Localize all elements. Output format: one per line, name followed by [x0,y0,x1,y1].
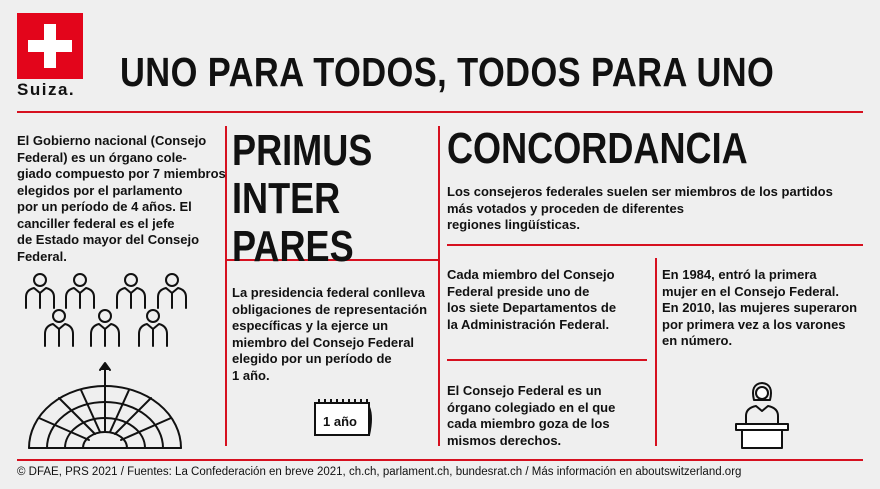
person-icon [139,310,167,346]
col3-box-a: Cada miembro del Consejo Federal preside uno de los siete Departamentos de la Administración Federal. [447,267,617,332]
col3-divider [447,244,863,246]
column-divider-2 [438,126,440,446]
swiss-flag-logo [17,13,83,79]
primus-heading: PRIMUS INTER PARES [232,126,373,271]
col3-box-b: El Consejo Federal es un órgano colegiado en el que cada miembro goza de los mismos derechos. [447,383,616,448]
concordancia-heading: CONCORDANCIA [447,124,748,173]
person-icon [26,274,54,308]
person-icon [117,274,145,308]
title-divider [17,111,863,113]
calendar-icon [313,397,373,437]
col3-box-divider [447,359,647,361]
logo-wordmark: Suiza. [17,80,76,99]
person-icon [66,274,94,308]
col3-inner-divider [655,258,657,446]
person-icon [45,310,73,346]
page-title: UNO PARA TODOS, TODOS PARA UNO [120,49,775,95]
col1-intro: El Gobierno nacional (Consejo Federal) es un órgano cole- giado compuesto por 7 miembros elegidos por el parlamento por un período de 4 años. El canciller federal es el jefe de Estado mayor del Consejo Federal. [17,133,226,264]
footer-credits: © DFAE, PRS 2021 / Fuentes: La Confederación en breve 2021, ch.ch, parlament.ch, bundesrat.ch / Más información en aboutswitzerland.org [17,466,742,478]
col3-intro: Los consejeros federales suelen ser miembros de los partidos más votados y proceden de diferentes regiones lingüísticas. [447,184,833,232]
col3-box-c: En 1984, entró la primera mujer en el Consejo Federal. En 2010, las mujeres superaron por primera vez a los varones en número. [662,267,858,348]
federal-council-illustration [17,268,217,454]
person-icon [91,310,119,346]
person-icon [158,274,186,308]
calendar-label: 1 año [323,414,357,429]
footer-divider [17,459,863,461]
parliament-hemicycle-icon [29,386,181,448]
col2-text: La presidencia federal conlleva obligaciones de representación específicas y la ejerce un miembro del Consejo Federal elegido por un período de 1 año. [232,285,428,383]
woman-at-lectern-icon [732,380,792,450]
